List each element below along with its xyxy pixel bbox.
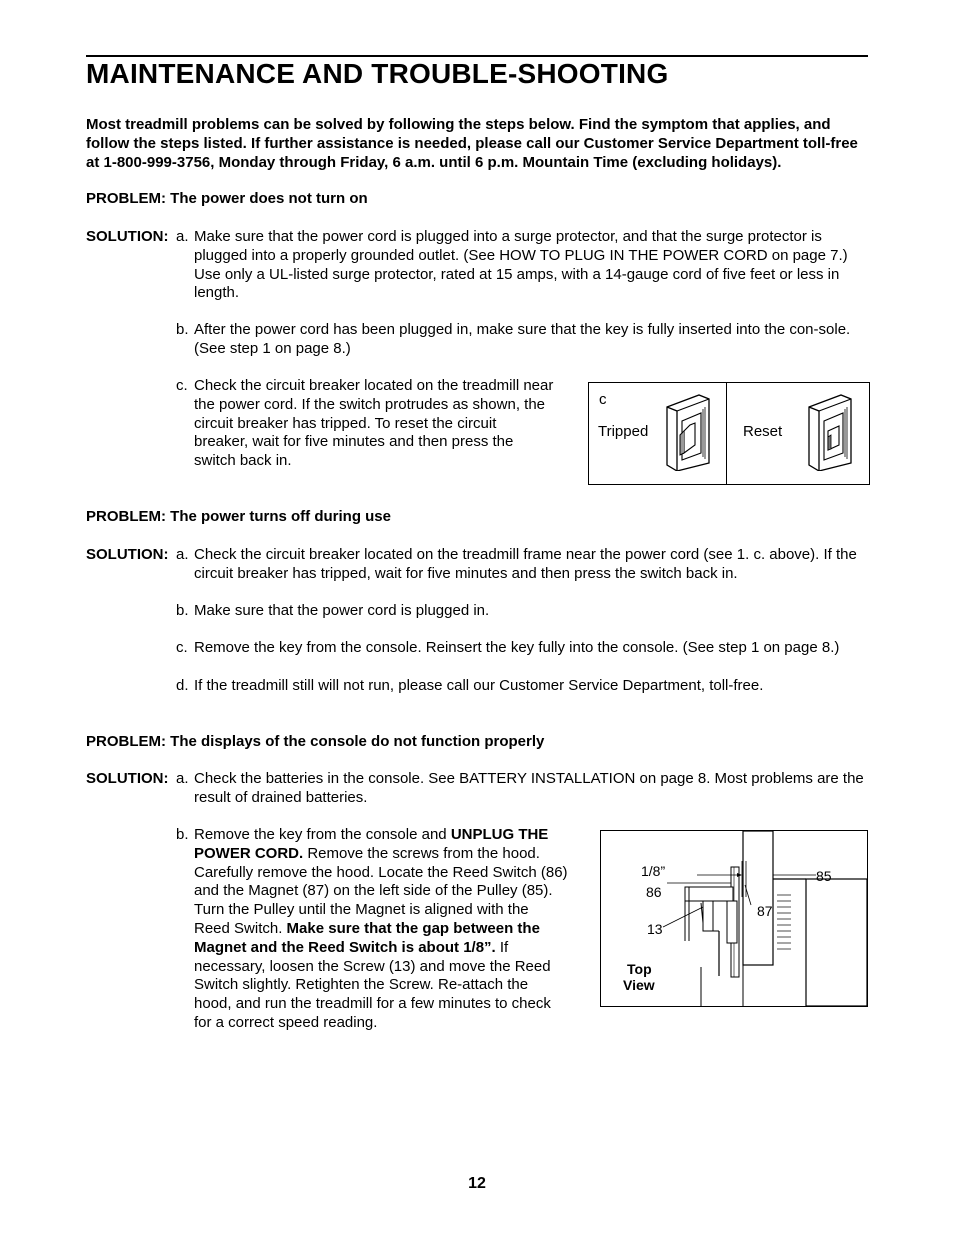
item-text-part: Remove the key from the console and [194,826,451,843]
top-view-label: Top [627,961,652,977]
tripped-label: Tripped [598,423,649,440]
item-text: Make sure that the power cord is plugged in. [194,602,490,619]
solution-label: SOLUTION: [86,546,169,563]
gap-callout: 1/8” [641,863,666,879]
figure-letter: c [599,391,607,408]
item-text: Check the circuit breaker located on the treadmill near the power cord. If the switch protrudes as shown, the circuit breaker has tripped. To reset the circuit breaker, wait for five minutes and then press the switch back in. [194,377,554,470]
reed-switch-figure [600,830,868,1007]
callout-87: 87 [757,903,773,919]
item-text: Check the batteries in the console. See BATTERY INSTALLATION on page 8. Most problems are the result of drained batteries. [194,770,864,806]
reset-switch-illustration [801,393,859,471]
problem-heading: PROBLEM: The power does not turn on [86,190,368,207]
item-text: Remove the key from the console. Reinsert the key fully into the console. (See step 1 on page 8.) [194,639,840,656]
item-letter: b. [176,602,189,619]
item-letter: c. [176,377,188,394]
problem-heading: PROBLEM: The displays of the console do not function properly [86,733,545,750]
page-number: 12 [468,1175,486,1192]
item-text-part: If necessary, loosen the Screw (13) and move the Reed Switch slightly. Retighten the Screw. Re-attach the hood, and run the treadmill for a few minutes to check for a correct speed reading. [194,938,551,1031]
item-text: Make sure that the power cord is plugged into a surge protector, and that the surge protector is plugged into a properly grounded outlet. (See HOW TO PLUG IN THE POWER CORD on page 7.) Use only a UL-listed surge protector, rated at 15 amps, with a 14-gauge cord of five feet or less in length. [194,228,848,302]
top-view-label: View [623,977,655,993]
solution-label: SOLUTION: [86,770,169,787]
callout-86: 86 [646,884,662,900]
solution-label: SOLUTION: [86,228,169,245]
item-letter: b. [176,321,189,338]
item-text: After the power cord has been plugged in, make sure that the key is fully inserted into the con-sole. (See step 1 on page 8.) [194,321,851,357]
callout-85: 85 [816,868,832,884]
item-text-part: Remove the screws from the hood. Carefully remove the hood. Locate the Reed Switch (86) and the Magnet (87) on the left side of the Pulley (85). Turn the Pulley until the Magnet is aligned with the Reed Switch. [194,844,568,937]
callout-13: 13 [647,921,663,937]
item-letter: a. [176,546,189,563]
reset-label: Reset [743,423,783,440]
tripped-switch-illustration [659,393,717,471]
figure-divider [726,383,727,484]
item-text [194,826,568,1033]
item-letter: d. [176,677,189,694]
page-title: MAINTENANCE AND TROUBLE-SHOOTING [86,58,669,89]
solution-item [176,546,866,584]
item-letter: c. [176,639,188,656]
item-letter: b. [176,826,189,843]
solution-item [176,228,854,303]
problem-heading: PROBLEM: The power turns off during use [86,508,391,525]
solution-item [176,377,554,471]
item-text-emphasis: UNPLUG THE POWER CORD. [194,826,549,862]
solution-item [176,826,568,1033]
solution-item [176,639,876,658]
item-text-emphasis: Make sure that the gap between the Magnet and the Reed Switch is about 1/8”. [194,919,540,956]
item-text: If the treadmill still will not run, please call our Customer Service Department, toll-free. [194,677,764,694]
intro-paragraph: Most treadmill problems can be solved by following the steps below. Find the symptom that applies, and follow the steps listed. If further assistance is needed, please call our Customer Service Department toll-free at 1-800-999-3756, Monday through Friday, 6 a.m. until 6 p.m. Mountain Time (excluding holidays). [86,116,858,171]
title-rule [86,55,868,57]
item-text: Check the circuit breaker located on the treadmill frame near the power cord (see 1. c. above). If the circuit breaker has tripped, wait for five minutes and then press the switch back in. [194,546,857,582]
circuit-breaker-figure [588,382,870,485]
item-letter: a. [176,770,189,787]
solution-item [176,321,854,359]
solution-item [176,677,866,696]
item-letter: a. [176,228,189,245]
solution-item [176,602,866,621]
solution-item [176,770,872,808]
